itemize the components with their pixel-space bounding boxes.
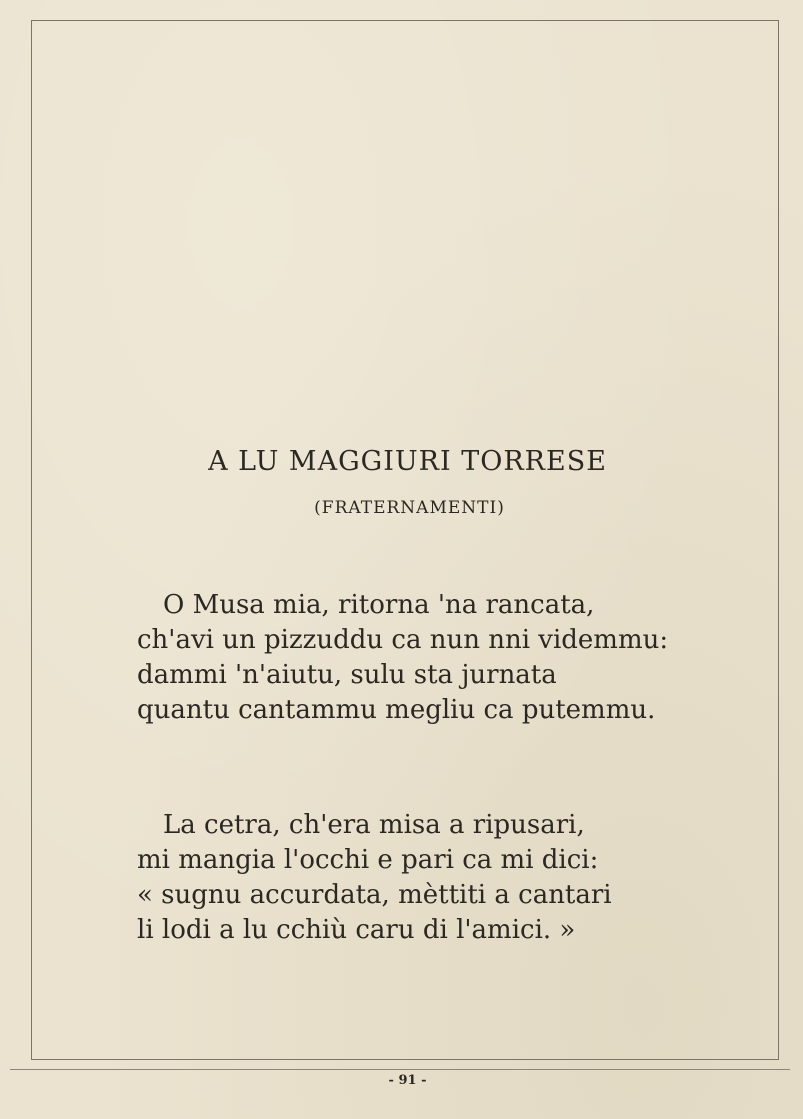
stanza-2 [137,808,697,948]
footer-rule [10,1069,790,1070]
verse-line: mi mangia l'occhi e pari ca mi dici: [137,845,599,875]
verse-line: « sugnu accurdata, mèttiti a cantari [137,880,612,910]
verse-line: ch'avi un pizzuddu ca nun nni videmmu: [137,625,669,655]
page-number: - 91 - [388,1073,427,1088]
poem-subtitle: (FRATERNAMENTI) [314,498,505,518]
verse-line: O Musa mia, ritorna 'na rancata, [163,590,595,620]
verse-line: quantu cantammu megliu ca putemmu. [137,695,656,725]
verse-line: li lodi a lu cchiù caru di l'amici. » [137,915,576,945]
poem-title: A LU MAGGIURI TORRESE [208,446,607,477]
verse-line: La cetra, ch'era misa a ripusari, [163,810,585,840]
stanza-1 [137,588,697,728]
verse-line: dammi 'n'aiutu, sulu sta jurnata [137,660,557,690]
